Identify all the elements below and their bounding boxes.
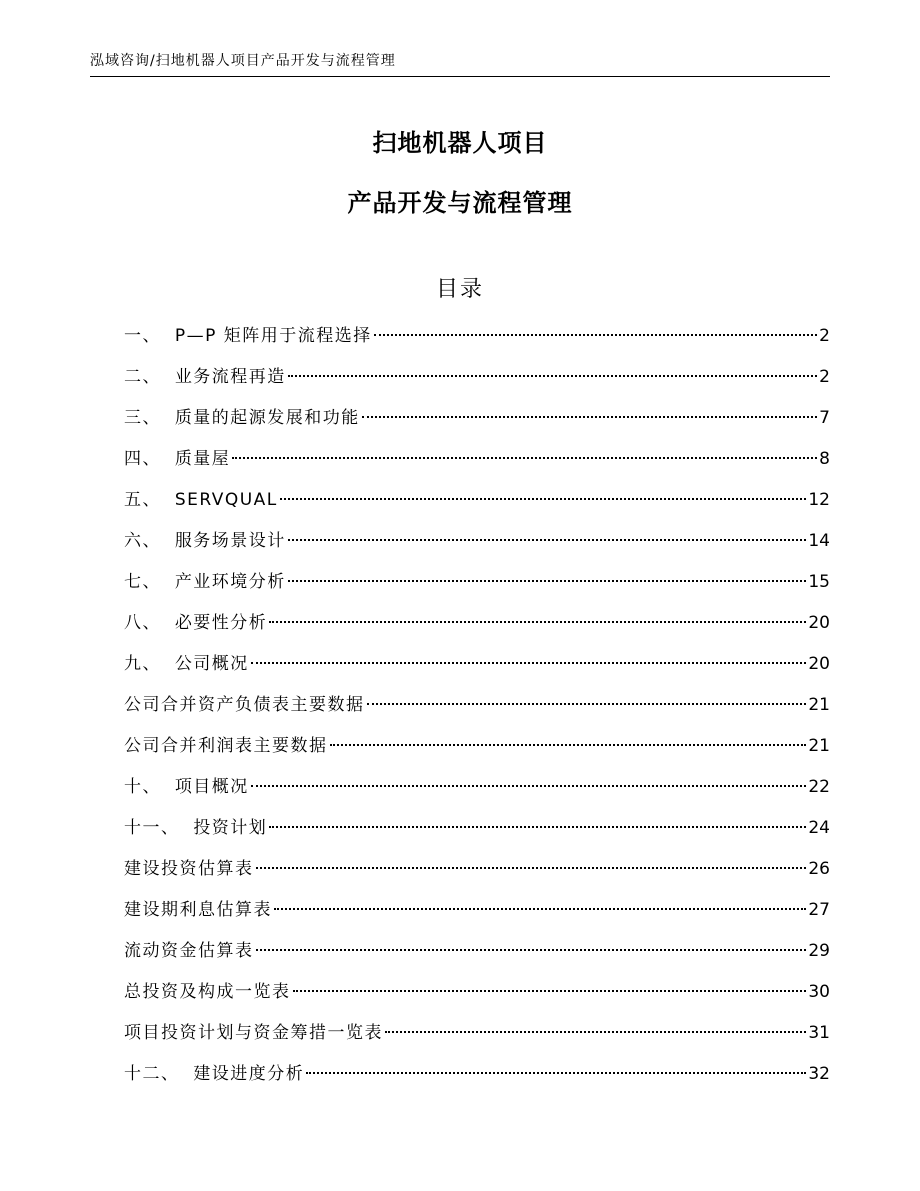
toc-entry-label: 项目投资计划与资金筹措一览表 bbox=[124, 1023, 383, 1043]
toc-dot-leader bbox=[374, 334, 817, 336]
toc-dot-leader bbox=[288, 539, 807, 541]
toc-dot-leader bbox=[232, 457, 817, 459]
toc-dot-leader bbox=[269, 826, 806, 828]
toc-entry-label: 质量的起源发展和功能 bbox=[174, 408, 360, 428]
toc-entry-number: 七、 bbox=[124, 572, 175, 592]
toc-entry[interactable] bbox=[124, 404, 830, 445]
toc-entry-label: 项目概况 bbox=[174, 777, 249, 797]
toc-dot-leader bbox=[274, 908, 806, 910]
toc-entry[interactable] bbox=[124, 814, 830, 855]
toc-entry-number: 十一、 bbox=[124, 818, 194, 838]
toc-entry-page: 21 bbox=[808, 736, 830, 756]
toc-entry-label: P—P 矩阵用于流程选择 bbox=[174, 326, 372, 346]
toc-entry-number: 三、 bbox=[124, 408, 175, 428]
toc-entry[interactable] bbox=[124, 773, 830, 814]
toc-entry-label: 建设期利息估算表 bbox=[124, 900, 272, 920]
toc-heading: 目录 bbox=[435, 277, 484, 302]
toc-entry[interactable] bbox=[124, 486, 830, 527]
toc-entry-number: 六、 bbox=[124, 531, 175, 551]
toc-dot-leader bbox=[293, 990, 807, 992]
toc-dot-leader bbox=[288, 580, 807, 582]
toc-entry-label: 产业环境分析 bbox=[174, 572, 286, 592]
toc-entry[interactable] bbox=[124, 609, 830, 650]
header-divider bbox=[90, 76, 830, 77]
toc-entry[interactable] bbox=[124, 322, 830, 363]
toc-entry[interactable] bbox=[124, 650, 830, 691]
running-header: 泓域咨询/扫地机器人项目产品开发与流程管理 bbox=[90, 53, 396, 69]
toc-entry-page: 12 bbox=[808, 490, 830, 510]
toc-entry[interactable] bbox=[124, 978, 830, 1019]
toc-entry[interactable] bbox=[124, 1060, 830, 1101]
toc-entry-page: 15 bbox=[808, 572, 830, 592]
toc-entry-label: 公司合并利润表主要数据 bbox=[124, 736, 328, 756]
toc-entry-page: 2 bbox=[819, 326, 830, 346]
toc-entry-label: 服务场景设计 bbox=[174, 531, 286, 551]
toc-entry-page: 26 bbox=[808, 859, 830, 879]
toc-entry-label: 必要性分析 bbox=[174, 613, 268, 633]
toc-dot-leader bbox=[362, 416, 817, 418]
toc-entry-label: 公司概况 bbox=[174, 654, 249, 674]
toc-entry-page: 27 bbox=[808, 900, 830, 920]
toc-dot-leader bbox=[288, 375, 817, 377]
toc-entry-number: 一、 bbox=[124, 326, 175, 346]
table-of-contents bbox=[124, 322, 830, 1101]
toc-entry-number: 四、 bbox=[124, 449, 175, 469]
document-title: 扫地机器人项目 bbox=[372, 129, 548, 157]
toc-entry[interactable] bbox=[124, 691, 830, 732]
toc-entry[interactable] bbox=[124, 855, 830, 896]
toc-dot-leader bbox=[256, 949, 807, 951]
toc-dot-leader bbox=[280, 498, 807, 500]
toc-dot-leader bbox=[367, 703, 807, 705]
toc-entry-label: 质量屋 bbox=[174, 449, 231, 469]
toc-entry-page: 20 bbox=[808, 613, 830, 633]
toc-entry-page: 30 bbox=[808, 982, 830, 1002]
toc-dot-leader bbox=[256, 867, 807, 869]
toc-entry-page: 14 bbox=[808, 531, 830, 551]
toc-entry[interactable] bbox=[124, 937, 830, 978]
toc-entry[interactable] bbox=[124, 896, 830, 937]
toc-entry-label: SERVQUAL bbox=[174, 490, 278, 510]
toc-dot-leader bbox=[251, 785, 807, 787]
toc-entry-label: 总投资及构成一览表 bbox=[124, 982, 291, 1002]
toc-entry-page: 31 bbox=[808, 1023, 830, 1043]
toc-entry-number: 九、 bbox=[124, 654, 175, 674]
toc-entry[interactable] bbox=[124, 527, 830, 568]
toc-entry-number: 二、 bbox=[124, 367, 175, 387]
toc-entry[interactable] bbox=[124, 363, 830, 404]
toc-entry-label: 建设投资估算表 bbox=[124, 859, 254, 879]
toc-dot-leader bbox=[330, 744, 807, 746]
toc-entry[interactable] bbox=[124, 568, 830, 609]
toc-entry-page: 29 bbox=[808, 941, 830, 961]
toc-entry-number: 十二、 bbox=[124, 1064, 194, 1084]
document-subtitle: 产品开发与流程管理 bbox=[347, 189, 573, 217]
toc-entry-label: 建设进度分析 bbox=[193, 1064, 305, 1084]
toc-dot-leader bbox=[306, 1072, 806, 1074]
toc-entry-label: 投资计划 bbox=[193, 818, 268, 838]
toc-entry-page: 8 bbox=[819, 449, 830, 469]
toc-entry-page: 21 bbox=[808, 695, 830, 715]
toc-entry-page: 22 bbox=[808, 777, 830, 797]
toc-dot-leader bbox=[269, 621, 806, 623]
toc-entry-page: 20 bbox=[808, 654, 830, 674]
toc-entry-label: 公司合并资产负债表主要数据 bbox=[124, 695, 365, 715]
toc-entry-label: 业务流程再造 bbox=[174, 367, 286, 387]
toc-entry[interactable] bbox=[124, 445, 830, 486]
toc-entry-number: 十、 bbox=[124, 777, 175, 797]
toc-entry-page: 2 bbox=[819, 367, 830, 387]
toc-dot-leader bbox=[251, 662, 807, 664]
toc-entry-page: 7 bbox=[819, 408, 830, 428]
toc-entry-label: 流动资金估算表 bbox=[124, 941, 254, 961]
toc-entry-page: 32 bbox=[808, 1064, 830, 1084]
toc-entry-number: 八、 bbox=[124, 613, 175, 633]
toc-entry[interactable] bbox=[124, 1019, 830, 1060]
toc-dot-leader bbox=[385, 1031, 806, 1033]
toc-entry[interactable] bbox=[124, 732, 830, 773]
toc-entry-number: 五、 bbox=[124, 490, 175, 510]
toc-entry-page: 24 bbox=[808, 818, 830, 838]
